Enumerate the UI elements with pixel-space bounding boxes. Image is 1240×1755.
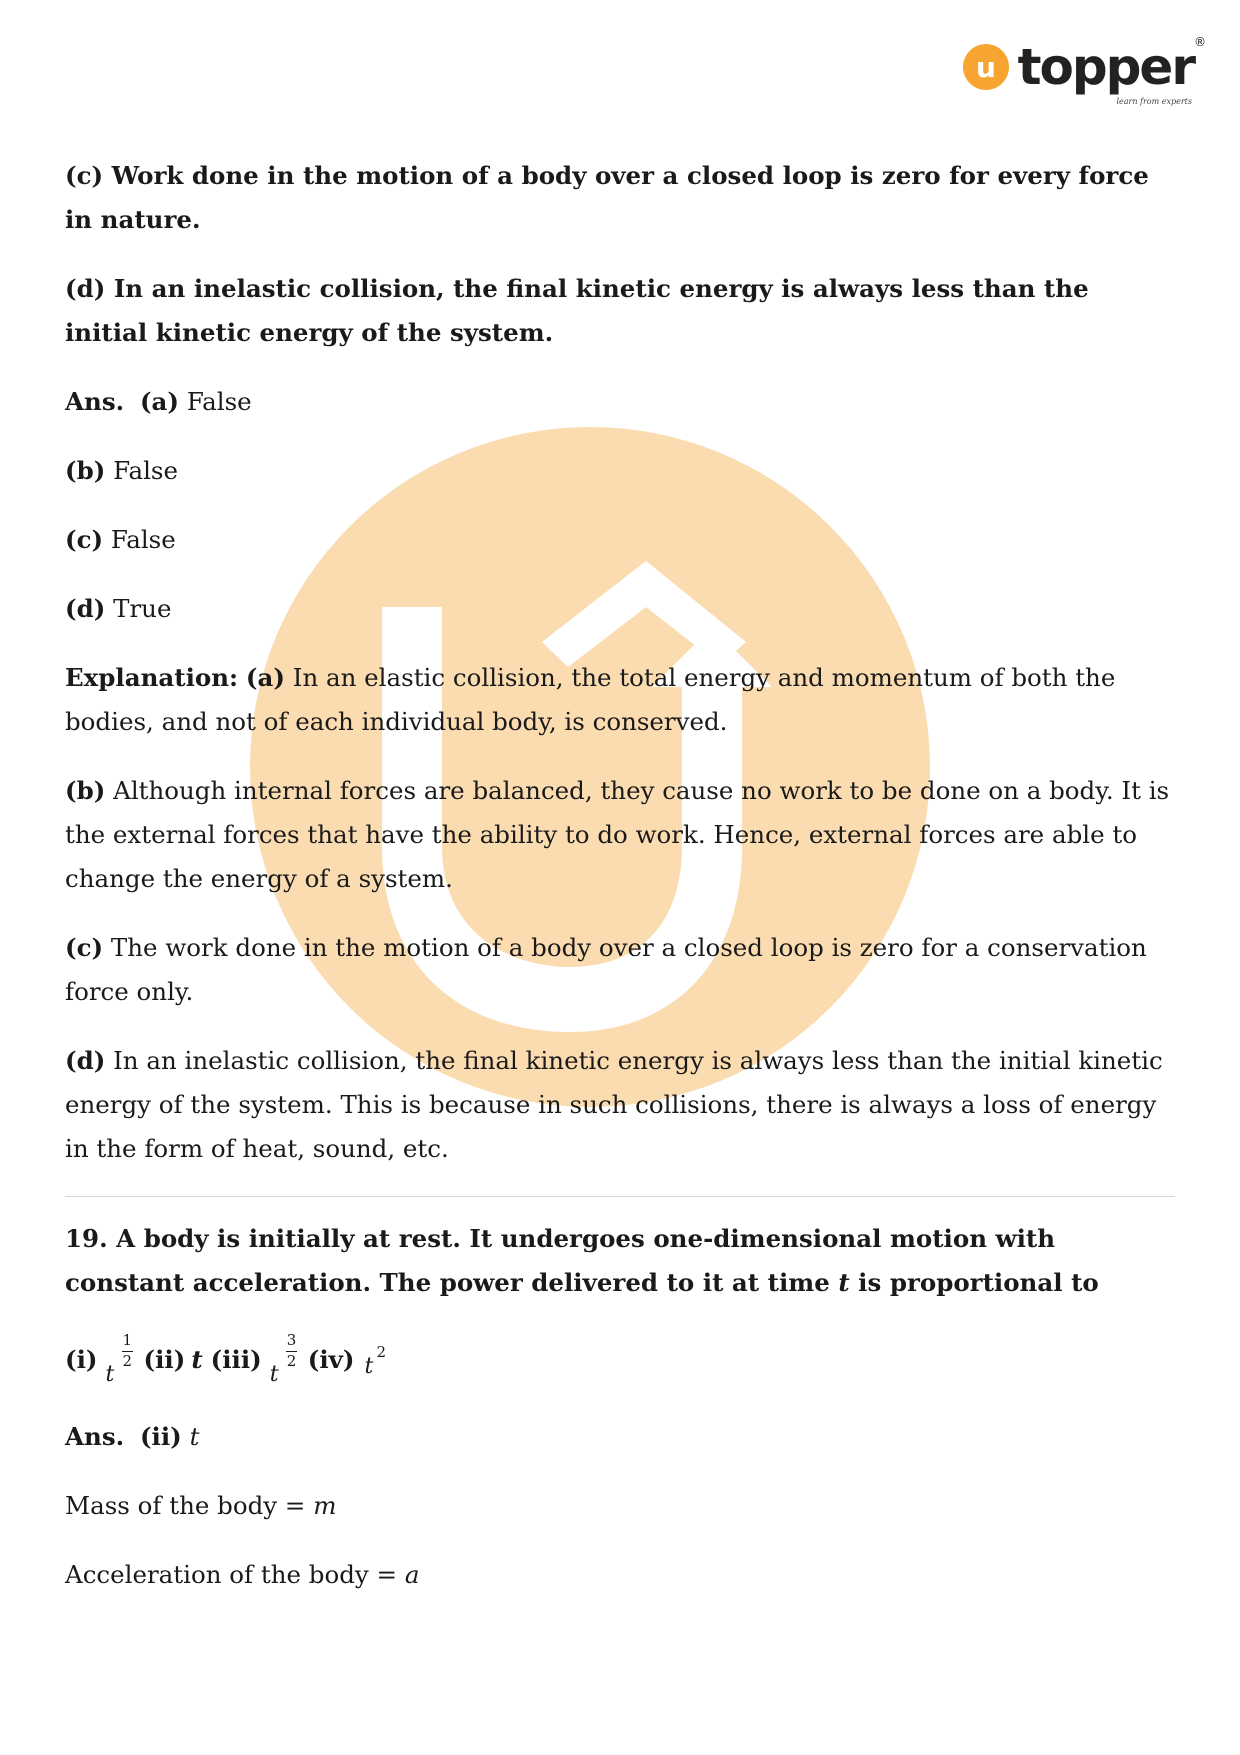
option-iii-label: (iii)	[210, 1345, 262, 1374]
answer-b-value: False	[113, 456, 178, 485]
answer-c-label: (c)	[65, 525, 104, 554]
brand-mark-icon	[962, 43, 1010, 91]
svg-text:u: u	[975, 51, 996, 84]
explanation-a	[65, 656, 1175, 744]
explanation-d-text: In an inelastic collision, the final kinetic energy is always less than the initial kinetic energy of the system. This is because in such collisions, there is always a loss of energy in the form of heat, sound, etc.	[65, 1046, 1163, 1163]
explanation-c	[65, 926, 1175, 1014]
question-18c: (c) Work done in the motion of a body over a closed loop is zero for every force in nature.	[65, 161, 1149, 234]
question-19-suffix: is proportional to	[849, 1268, 1099, 1297]
explanation-a-text: In an elastic collision, the total energy and momentum of both the bodies, and not of each individual body, is conserved.	[65, 663, 1116, 736]
option-ii-label: (ii)	[143, 1345, 186, 1374]
answer-19-value: t	[189, 1422, 200, 1451]
answer-a	[65, 380, 1175, 424]
option-iii-expression: t 3 2	[269, 1331, 297, 1387]
answer-d-value: True	[113, 594, 172, 623]
answer-label: Ans.	[65, 387, 125, 416]
answer-b-label: (b)	[65, 456, 106, 485]
registered-mark: ®	[1194, 35, 1206, 49]
explanation-d	[65, 1039, 1175, 1171]
option-iv-expression: t 2	[364, 1343, 387, 1379]
question-19-variable: t	[838, 1268, 850, 1297]
answer-19	[65, 1415, 1175, 1459]
mass-symbol: m	[313, 1491, 337, 1520]
question-19	[65, 1217, 1175, 1305]
explanation-a-label: (a)	[245, 663, 285, 692]
answer-19-label: Ans.	[65, 1422, 125, 1451]
answer-a-value: False	[186, 387, 252, 416]
brand-name: topper	[1017, 38, 1194, 96]
explanation-b-label: (b)	[65, 776, 106, 805]
option-ii-value: t	[191, 1345, 203, 1374]
explanation-c-text: The work done in the motion of a body over a closed loop is zero for a conservation force only.	[65, 933, 1147, 1006]
answer-d	[65, 587, 1175, 631]
question-18d: (d) In an inelastic collision, the final kinetic energy is always less than the initial kinetic energy of the system.	[65, 274, 1089, 347]
question-19-options	[65, 1330, 1175, 1390]
acceleration-line	[65, 1553, 1175, 1597]
option-iv-label: (iv)	[307, 1345, 355, 1374]
answer-c	[65, 518, 1175, 562]
acceleration-label: Acceleration of the body =	[65, 1560, 398, 1589]
answer-a-label: (a)	[139, 387, 180, 416]
question-19-prefix: 19. A body is initially at rest. It undergoes one-dimensional motion with constant acceleration. The power delivered to it at time	[65, 1224, 1056, 1297]
section-divider	[65, 1196, 1175, 1197]
acceleration-symbol: a	[404, 1560, 420, 1589]
option-i-label: (i)	[65, 1345, 98, 1374]
answer-c-value: False	[110, 525, 176, 554]
option-i-expression: t 1 2	[105, 1331, 133, 1387]
explanation-c-label: (c)	[65, 933, 104, 962]
answer-19-option: (ii)	[139, 1422, 182, 1451]
brand-logo	[962, 35, 1206, 106]
mass-line	[65, 1484, 1175, 1528]
brand-tagline: learn from experts	[1116, 97, 1192, 106]
answer-d-label: (d)	[65, 594, 106, 623]
answer-b	[65, 449, 1175, 493]
explanation-label: Explanation:	[65, 663, 239, 692]
explanation-b	[65, 769, 1175, 901]
explanation-d-label: (d)	[65, 1046, 106, 1075]
mass-label: Mass of the body =	[65, 1491, 306, 1520]
explanation-b-text: Although internal forces are balanced, they cause no work to be done on a body. It is the external forces that have the ability to do work. Hence, external forces are able to change the energy of a system.	[65, 776, 1170, 893]
document-body	[65, 154, 1175, 1622]
